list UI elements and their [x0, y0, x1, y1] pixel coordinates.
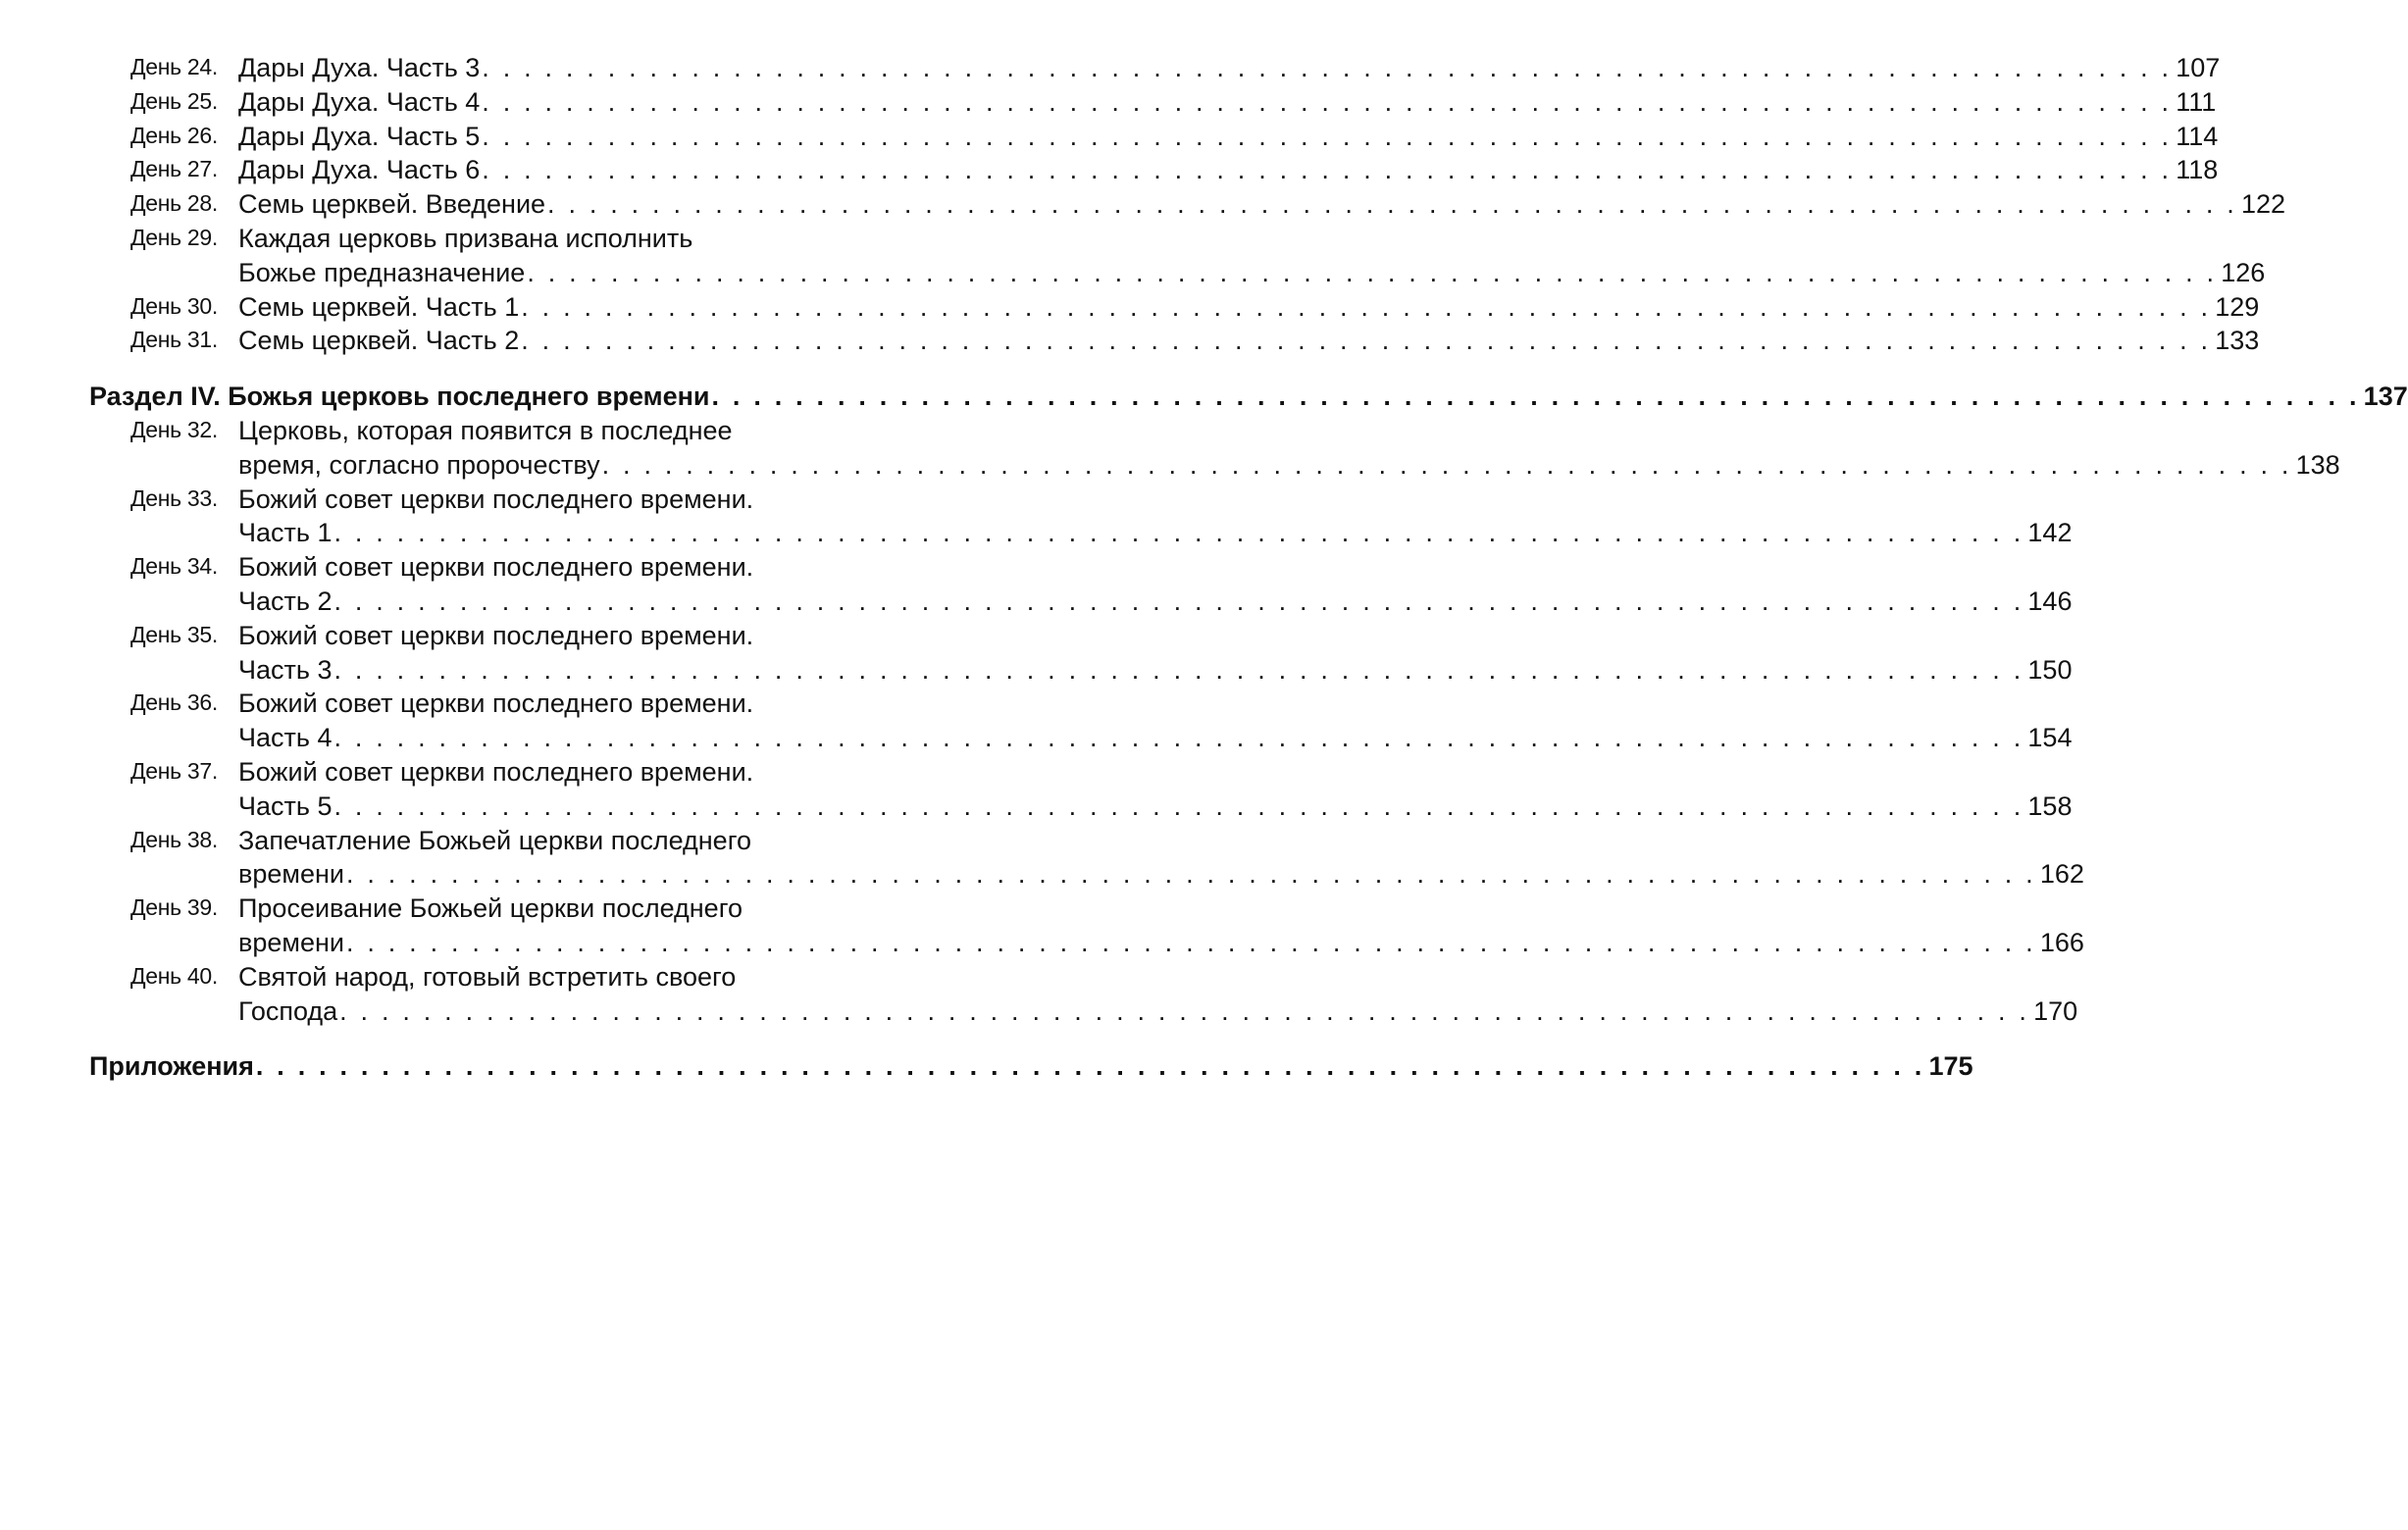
toc-entry[interactable]	[0, 222, 2266, 290]
toc-entry-body	[238, 120, 2219, 154]
toc-entry-page: 111	[2176, 86, 2217, 117]
leader-dots: . . . . . . . . . . . . . . . . . . . . . . . . . . . . . . . . . . . . . . . . . . . . . . . . . . . . . . . . . . . . . . . . . . . . . . . . . . . . . . . . .	[333, 790, 2024, 821]
toc-entry-page: 170	[2033, 995, 2078, 1026]
toc-appendix-heading[interactable]	[0, 1049, 1973, 1084]
toc-entry-title-line: Просеивание Божьей церкви последнего	[238, 893, 743, 924]
leader-dots: . . . . . . . . . . . . . . . . . . . . . . . . . . . . . . . . . . . . . . . . . . . . . . . . . . . . . . . . . . . . . . . . . . . . . . . . . . . . . . . . .	[333, 723, 2024, 753]
toc-entry-leader	[238, 120, 2219, 154]
toc-entry-body	[238, 153, 2219, 187]
toc-entry-day: День 30.	[129, 292, 218, 319]
leader-dots: . . . . . . . . . . . . . . . . . . . . . . . . . . . . . . . . . . . . . . . . . . . . . . . . . . . . . . . . . . . . . . . . . . . . . . . . . . . . . . . . .	[333, 654, 2024, 685]
toc-entry-title: Господа	[238, 995, 338, 1026]
toc-entry-body	[238, 926, 2084, 960]
toc-entry[interactable]	[0, 687, 2073, 755]
toc-entry-leader	[238, 857, 2084, 892]
toc-entry-page: 107	[2176, 53, 2221, 82]
leader-dots: . . . . . . . . . . . . . . . . . . . . . . . . . . . . . . . . . . . . . . . . . . . . . . . . . . . . . . . . . . . . . . . . . . . . . . . . . . . . . . . . .	[521, 326, 2212, 356]
toc-entry-title-line: Церковь, которая появится в последнее	[238, 415, 733, 445]
leader-dots: . . . . . . . . . . . . . . . . . . . . . . . . . . . . . . . . . . . . . . . . . . . . . . . . . . . . . . . . . . . . . . . . . . . . . . . . . . . . . . . . .	[547, 189, 2237, 220]
toc-entry-leader	[238, 448, 2340, 483]
toc-entry-line	[0, 448, 2340, 483]
toc-entry-title: Часть 1	[238, 518, 333, 548]
toc-entry-line	[0, 85, 2217, 120]
toc-entry[interactable]	[0, 619, 2073, 688]
toc-entry-leader	[238, 153, 2219, 187]
toc-entry-title: Дары Духа. Часть 3	[238, 53, 481, 82]
leader-dots: . . . . . . . . . . . . . . . . . . . . . . . . . . . . . . . . . . . . . . . . . . . . . . . . . . . . . . . . . . . . . . . . . . . . . . . . . . . . . . . . .	[601, 449, 2292, 480]
toc-entry-page: 146	[2027, 586, 2073, 616]
toc-entry-body	[238, 892, 899, 926]
toc-entry-body	[238, 448, 2340, 483]
toc-entry-body	[238, 585, 2073, 619]
leader-dots: . . . . . . . . . . . . . . . . . . . . . . . . . . . . . . . . . . . . . . . . . . . . . . . . . . . . . . . . . . . . . . . . . . . . . . . . . . . . . . . . .	[482, 53, 2173, 82]
appendix-heading-title: Приложения	[89, 1051, 254, 1082]
appendix-heading-leader	[89, 1049, 1973, 1084]
toc-entry-title: Семь церквей. Часть 2	[238, 326, 520, 356]
toc-entry-line	[0, 187, 2286, 222]
leader-dots: . . . . . . . . . . . . . . . . . . . . . . . . . . . . . . . . . . . . . . . . . . . . . . . . . . . . . . . . . . . . . . . . . . . . . . . . . . . . . . . . .	[482, 86, 2173, 117]
toc-entry-title-line: Божий совет церкви последнего времени.	[238, 620, 754, 650]
toc-entry-title: времени	[238, 859, 344, 890]
toc-entry-body	[238, 256, 2266, 290]
toc-entry-day: День 27.	[129, 156, 218, 182]
toc-entry-title: Часть 4	[238, 723, 333, 753]
toc-entry-title-line: Божий совет церкви последнего времени.	[238, 484, 754, 514]
toc-entry-leader	[238, 994, 2078, 1029]
toc-entry-line	[0, 857, 2084, 892]
toc-entry-title: Семь церквей. Введение	[238, 189, 546, 220]
toc-entry-line	[0, 414, 981, 448]
toc-entry-line	[0, 153, 2219, 187]
toc-entry-leader	[238, 790, 2073, 824]
toc-entry-page: 150	[2027, 654, 2073, 685]
toc-entry-line	[0, 51, 2221, 85]
toc-entry-line	[0, 994, 2078, 1029]
toc-entry[interactable]	[0, 324, 2260, 358]
toc-entry-title: времени	[238, 927, 344, 957]
toc-entry-line	[0, 483, 981, 517]
toc-entry-page: 142	[2027, 518, 2073, 548]
toc-entry[interactable]	[0, 187, 2286, 222]
toc-entry[interactable]	[0, 960, 2078, 1029]
section-heading-leader	[89, 380, 2408, 414]
toc-entry-day: День 28.	[129, 190, 218, 217]
toc-entry-line	[0, 687, 981, 721]
toc-entry-body	[238, 414, 899, 448]
toc-group-section3-tail	[0, 51, 2286, 358]
toc-group-section4	[0, 414, 2340, 1028]
toc-entry-leader	[238, 926, 2084, 960]
toc-entry-page: 126	[2221, 257, 2266, 287]
toc-entry-body	[238, 516, 2073, 550]
toc-entry-title-line: Запечатление Божьей церкви последнего	[238, 825, 751, 855]
toc-entry-line	[0, 222, 981, 256]
toc-entry-body	[238, 550, 899, 585]
toc-entry-line	[0, 960, 981, 994]
toc-entry-body	[238, 755, 899, 790]
toc-entry-day: День 32.	[129, 416, 218, 442]
toc-entry-leader	[238, 256, 2266, 290]
toc-entry-line	[0, 256, 2266, 290]
toc-entry[interactable]	[0, 120, 2219, 154]
toc-entry[interactable]	[0, 824, 2084, 892]
toc-entry-body	[238, 51, 2221, 85]
toc-entry-leader	[238, 324, 2260, 358]
toc-entry[interactable]	[0, 755, 2073, 824]
toc-entry-page: 122	[2240, 189, 2286, 220]
leader-dots: . . . . . . . . . . . . . . . . . . . . . . . . . . . . . . . . . . . . . . . . . . . . . . . . . . . . . . . . . . . . . . . . . . . . . . . . . . . . . . . . .	[333, 518, 2024, 548]
toc-entry-line	[0, 892, 981, 926]
toc-entry-line	[0, 585, 2073, 619]
toc-entry-title: Дары Духа. Часть 6	[238, 155, 481, 185]
toc-entry-body	[238, 653, 2073, 688]
toc-entry-title: Часть 5	[238, 790, 333, 821]
toc-entry-body	[238, 790, 2073, 824]
toc-entry-day: День 29.	[129, 224, 218, 250]
toc-entry-body	[238, 222, 899, 256]
toc-entry[interactable]	[0, 483, 2073, 551]
toc-entry-body	[238, 187, 2286, 222]
toc-entry-line	[0, 926, 2084, 960]
toc-entry-leader	[238, 51, 2221, 85]
toc-entry-body	[238, 994, 2078, 1029]
toc-entry-line	[0, 516, 2073, 550]
toc-entry-line	[0, 824, 981, 858]
toc-entry[interactable]	[0, 892, 2084, 960]
table-of-contents	[0, 51, 2408, 1084]
toc-entry-title: Дары Духа. Часть 4	[238, 86, 481, 117]
toc-entry[interactable]	[0, 51, 2221, 85]
section-heading-title: Раздел IV. Божья церковь последнего времени	[89, 382, 710, 412]
toc-entry-day: День 40.	[129, 962, 218, 989]
toc-entry-page: 154	[2027, 723, 2073, 753]
toc-entry[interactable]	[0, 414, 2340, 483]
leader-dots: . . . . . . . . . . . . . . . . . . . . . . . . . . . . . . . . . . . . . . . . . . . . . . . . . . . . . . . . . . . . . . . . . . . . . . . . . . . . . . . . .	[521, 291, 2212, 322]
toc-entry-leader	[238, 290, 2260, 325]
toc-entry-body	[238, 85, 2217, 120]
toc-entry-day: День 38.	[129, 826, 218, 852]
toc-entry-body	[238, 290, 2260, 325]
toc-entry-leader	[238, 721, 2073, 755]
toc-entry-title-line: Каждая церковь призвана исполнить	[238, 223, 693, 253]
toc-entry[interactable]	[0, 153, 2219, 187]
toc-entry-title: Семь церквей. Часть 1	[238, 291, 520, 322]
leader-dots: . . . . . . . . . . . . . . . . . . . . . . . . . . . . . . . . . . . . . . . . . . . . . . . . . . . . . . . . . . . . . . . . . . . . . . . . . . . . . . . .	[255, 1051, 1925, 1082]
toc-entry-title: Часть 3	[238, 654, 333, 685]
toc-entry-line	[0, 290, 2260, 325]
toc-entry-day: День 39.	[129, 894, 218, 921]
toc-entry-day: День 37.	[129, 757, 218, 784]
leader-dots: . . . . . . . . . . . . . . . . . . . . . . . . . . . . . . . . . . . . . . . . . . . . . . . . . . . . . . . . . . . . . . . . . . . . . . . . . . . . . . . . .	[527, 257, 2218, 287]
section-heading-page: 137	[2363, 382, 2408, 412]
toc-entry-leader	[238, 516, 2073, 550]
toc-entry-leader	[238, 653, 2073, 688]
toc-entry-line	[0, 755, 981, 790]
toc-entry-title: Часть 2	[238, 586, 333, 616]
toc-entry-line	[0, 721, 2073, 755]
toc-entry-page: 138	[2295, 449, 2340, 480]
toc-entry-body	[238, 619, 899, 653]
leader-dots: . . . . . . . . . . . . . . . . . . . . . . . . . . . . . . . . . . . . . . . . . . . . . . . . . . . . . . . . . . . . . . . . . . . . . . . . . . . . . . . . .	[345, 859, 2036, 890]
toc-entry-body	[238, 687, 899, 721]
toc-entry-day: День 24.	[129, 54, 218, 79]
toc-entry-page: 133	[2215, 326, 2260, 356]
toc-entry-page: 166	[2039, 927, 2084, 957]
toc-entry-line	[0, 790, 2073, 824]
leader-dots: . . . . . . . . . . . . . . . . . . . . . . . . . . . . . . . . . . . . . . . . . . . . . . . . . . . . . . . . . . . . . . . . . . . . . . . . . . . . . . . . .	[339, 995, 2030, 1026]
toc-entry-day: День 35.	[129, 621, 218, 647]
section-heading-body	[89, 380, 2408, 414]
toc-entry-page: 114	[2176, 121, 2219, 151]
toc-entry-day: День 26.	[129, 122, 218, 148]
toc-entry[interactable]	[0, 290, 2260, 325]
toc-section-heading[interactable]	[0, 380, 2408, 414]
toc-entry-line	[0, 324, 2260, 358]
leader-dots: . . . . . . . . . . . . . . . . . . . . . . . . . . . . . . . . . . . . . . . . . . . . . . . . . . . . . . . . . . . . . . . . . . . . . . . . . . . . . . . . .	[482, 121, 2173, 151]
toc-entry-leader	[238, 85, 2217, 120]
toc-entry-title-line: Святой народ, готовый встретить своего	[238, 961, 737, 992]
toc-entry-body	[238, 824, 899, 858]
toc-entry-page: 118	[2176, 155, 2219, 185]
leader-dots: . . . . . . . . . . . . . . . . . . . . . . . . . . . . . . . . . . . . . . . . . . . . . . . . . . . . . . . . . . . . . . . . . . . . . . . . . . . . . . . . .	[333, 586, 2024, 616]
toc-entry-line	[0, 550, 981, 585]
toc-entry-body	[238, 721, 2073, 755]
leader-dots: . . . . . . . . . . . . . . . . . . . . . . . . . . . . . . . . . . . . . . . . . . . . . . . . . . . . . . . . . . . . . . . . . . . . . . . . . . . . . . .	[711, 382, 2360, 412]
toc-entry-title: Дары Духа. Часть 5	[238, 121, 481, 151]
toc-entry-page: 158	[2027, 790, 2073, 821]
toc-entry-title-line: Божий совет церкви последнего времени.	[238, 688, 754, 719]
toc-entry-line	[0, 120, 2219, 154]
toc-entry-line	[0, 653, 2073, 688]
toc-entry-body	[238, 857, 2084, 892]
toc-entry-leader	[238, 585, 2073, 619]
toc-entry-title-line: Божий совет церкви последнего времени.	[238, 756, 754, 787]
toc-entry-page: 162	[2039, 859, 2084, 890]
leader-dots: . . . . . . . . . . . . . . . . . . . . . . . . . . . . . . . . . . . . . . . . . . . . . . . . . . . . . . . . . . . . . . . . . . . . . . . . . . . . . . . . .	[482, 155, 2173, 185]
toc-entry-title: Божье предназначение	[238, 257, 526, 287]
leader-dots: . . . . . . . . . . . . . . . . . . . . . . . . . . . . . . . . . . . . . . . . . . . . . . . . . . . . . . . . . . . . . . . . . . . . . . . . . . . . . . . . .	[345, 927, 2036, 957]
appendix-heading-body	[89, 1049, 1973, 1084]
toc-entry[interactable]	[0, 550, 2073, 619]
toc-entry-body	[238, 960, 899, 994]
toc-entry[interactable]	[0, 85, 2217, 120]
toc-entry-body	[238, 483, 899, 517]
toc-entry-day: День 31.	[129, 327, 218, 353]
toc-entry-body	[238, 324, 2260, 358]
toc-entry-day: День 36.	[129, 689, 218, 716]
toc-entry-day: День 25.	[129, 87, 218, 114]
toc-entry-title-line: Божий совет церкви последнего времени.	[238, 552, 754, 583]
toc-entry-title: время, согласно пророчеству	[238, 449, 600, 480]
toc-entry-day: День 34.	[129, 553, 218, 580]
toc-entry-page: 129	[2215, 291, 2260, 322]
appendix-heading-page: 175	[1928, 1051, 1973, 1082]
toc-entry-day: День 33.	[129, 484, 218, 511]
toc-entry-leader	[238, 187, 2286, 222]
toc-entry-line	[0, 619, 981, 653]
